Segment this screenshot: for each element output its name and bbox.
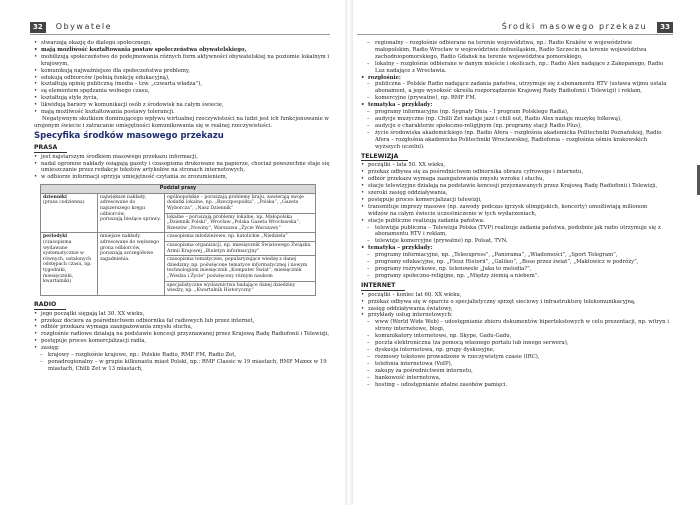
list-item: • edukują odbiorców (pełnią funkcję edukacyjną), [34, 75, 330, 82]
left-page-number: 32 [30, 22, 46, 33]
press-table [40, 184, 316, 296]
list-item: – telewizja publiczna – Telewizja Polska (TVP) realizuje zadania państwa, podobnie jak radio utrzymuje się z abonamentu RTV i reklam, [361, 225, 669, 239]
table-cell [41, 193, 98, 233]
list-item: – programy społeczno-religijne, np. „Między ziemią a niebem”. [361, 273, 669, 280]
list-item: • jego początki sięgają lat 30. XX wieku, [34, 311, 330, 318]
list-item: • jest najstarszym środkiem masowego przekazu informacji, [34, 154, 330, 161]
right-page-number: 33 [657, 22, 673, 33]
list-item: – audycje o charakterze społeczno-religijnym (np. programy stacji Radio Plus), [361, 123, 669, 130]
right-page [357, 0, 700, 505]
list-item: – lokalny – rozgłośnie odbierane w danym mieście i okolicach, np.: Radio Alex nadające z Zakopanego, Radio Luz nadające z Wrocławia. [361, 61, 669, 75]
list-item: – komunikatory internetowe, np. Skype, Gadu-Gadu, [361, 333, 669, 340]
subsection-title-internet: INTERNET [361, 283, 405, 291]
list-item: – telewizje komercyjne (prywatne) np. Polsat, TVN. [361, 238, 669, 245]
media-functions-list [34, 40, 330, 116]
list-item: – audycje muzyczne (np. Chilli Zet nadaje jazz i chill out, Radio Alex nadaje muzykę folkową), [361, 116, 669, 123]
right-running-title: Środki masowego przekazu [501, 22, 648, 31]
right-page-header [357, 22, 673, 35]
left-content [34, 40, 330, 373]
list-item: • stwarzają okazję do dialogu społecznego, [34, 40, 330, 47]
list-item: • tematyka – przykłady: [361, 245, 669, 252]
table-cell [41, 233, 98, 295]
list-item: – ponadregionalny – w grupie kilkunastu miast Polski, np.: RMF Classic w 19 miastach, RMF Maxxx w 19 miastach, Chilli Zet w 13 miastach, [34, 359, 330, 373]
list-item: • początki – lata 50. XX wieku, [361, 162, 669, 169]
list-item: • stacje telewizyjne działają na podstawie koncesji przyznawanych przez Krajową Radę Radiofonii i Telewizji, [361, 183, 669, 190]
tv-list [361, 162, 669, 279]
list-item: • postępuje proces komercjalizacji radia, [34, 338, 330, 345]
table-cell [98, 193, 165, 233]
press-type-note: (prasa codzienna) [43, 200, 85, 206]
feature-item: adresowane do węższego grona odbiorców, [100, 239, 159, 251]
list-item: – programy rozrywkowe, np. telenowele „Jaka to melodia?”, [361, 266, 669, 273]
list-item: • przekaz odbywa się w oparciu o specjalistyczny sprzęt sieciowy i infrastrukturę telekomunikacyjną, [361, 299, 669, 306]
list-item: – bankowość internetowa, [361, 375, 669, 382]
press-type: dzienniki [43, 194, 67, 200]
example-item: czasopisma tematyczne, popularyzujące wiedzę z danej dziedziny, np. poświęcone tematyce informatycznej i nowym technologiom miesięcznik „Komputer Świat”, miesięcznik „Wiedza i Życie” poświęcony różnym naukom [165, 256, 315, 281]
list-item: – życie środowiska akademickiego (np. Radio Afera – rozgłośnia akademicka Politechniki Poznańskiej, Radio Afera – rozgłośnia akademicka Politechniki Wrocławskiej, Radiofonia – rozgłośnia ośmiu krakowskich wyższych uczelni). [361, 130, 669, 151]
feature-item: poruszają bieżące sprawy. [100, 217, 161, 223]
list-item: • odbiór przekazu wymaga zaangażowania zmysłu słuchu, [34, 324, 330, 331]
feature-item: poruszają szczegółowe zagadnienia. [100, 251, 154, 262]
section-title: Specyfika środków masowego przekazu [34, 130, 224, 141]
example-item: czasopisma młodzieżowe, np. katolickie „Niedziela” [165, 233, 315, 242]
list-item: • postępuje proces komercjalizacji telewizji, [361, 197, 669, 204]
example-item: lokalne – poruszają problemy lokalne, np. Małopolska „Dziennik Polski”, Wrocław „Polska Gazeta Wrocławska”, Rzeszów „Nowiny”, Warszawa „Życie Warszawy” [167, 214, 301, 231]
list-item: • kształtują style życia, [34, 95, 330, 102]
list-item: – programy informacyjne (np. Sygnały Dnia – I program Polskiego Radia), [361, 109, 669, 116]
table-row [41, 193, 316, 233]
press-type-note: (czasopisma wydawane systematycznie w równych, ustalonych odstępach czasu, np. tygodniki, miesięczniki, kwartalniki) [43, 239, 92, 285]
subsection-title-prasa: PRASA [34, 145, 67, 153]
list-item: – krajowy – rozgłośnie krajowe, np.: Polskie Radio, RMF FM, Radio Zet, [34, 352, 330, 359]
example-item: ogólnopolskie – poruszają problemy kraju, zawierają swoje dodatki lokalne, np. „Rzeczpospolita”, „Polska”, „Gazeta Wyborcza”, „Nasz Dziennik” [165, 194, 315, 214]
list-item: • transmituje imprezy masowe (np. zawody podczas igrzysk olimpijskich, koncerty) umożliwiają milionom widzów na całym świecie uczestniczenie w tych wydarzeniach, [361, 204, 669, 218]
table-cell [165, 233, 316, 295]
list-item: • mają możliwość kształtowania postaw społeczeństwa obywatelskiego, [34, 47, 330, 54]
subsection-title-tv: TELEWIZJA [361, 154, 408, 162]
list-item: • zasięg: [34, 345, 330, 352]
prasa-list [34, 154, 330, 182]
list-item: • komunikują najważniejsze dla społeczeństwa problemy, [34, 68, 330, 75]
list-item: • likwidują bariery w komunikacji osób z środowisk na całym świecie, [34, 102, 330, 109]
list-item: • rozgłośnie: [361, 75, 669, 82]
list-item: – komercyjne (prywatne), np. RMF FM. [361, 95, 669, 102]
list-item: – poczta elektroniczna (za pomocą własnego portalu lub innego serwera), [361, 340, 669, 347]
list-item: – regionalny – rozgłośnie odbierane na terenie województwa, np.: Radio Kraków w województwie małopolskim, Radio Wrocław w województwie dolnośląskim, Radio Szczecin na terenie województwa zachodniopomorskiego, Radio Gdańsk na terenie województwa pomorskiego, [361, 40, 669, 61]
table-header: Podział prasy [41, 185, 316, 194]
list-item: • tematyka – przykłady: [361, 102, 669, 109]
left-page [0, 0, 340, 505]
list-item: – programy informacyjne, np. „Teleexpress”, „Panorama”, „Wiadomości”, „Sport Telegram”, [361, 252, 669, 259]
table-row [41, 233, 316, 295]
list-item: • przekaz dociera za pośrednictwem odbiornika fal radiowych lub przez internet, [34, 318, 330, 325]
press-type: periodyki [43, 234, 68, 240]
list-item: • nadal ogromne nakłady osiągają gazety i czasopisma drukowane na papierze, chociaż powszechne staje się umieszczanie przez redakcje tekstów artykułów na stronach internetowych, [34, 161, 330, 175]
list-item: – hosting – udostępnianie zdalne zasobów pamięci. [361, 382, 669, 389]
list-item: – publiczna – Polskie Radio nadające zadania państwa, utrzymuje się z abonamentu RTV (ustawa wijmu ustala abonament, a jego wysokość określa rozporządzenie Krajowej Rady Radiofonii i Telewizji) i reklam, [361, 81, 669, 95]
list-item: • przekaz odbywa się za pośrednictwem odbiornika obrazu cyfrowego i internetu, [361, 169, 669, 176]
feature-item: mniejsze nakłady, [100, 234, 141, 240]
right-content [361, 40, 669, 388]
list-item: • kształtują opinię publiczną (media – tzw. „czwarta władza”), [34, 81, 330, 88]
list-item: • mają możliwość kształtowania postawy tolerancji. [34, 109, 330, 116]
list-item: • są elementem spędzania wolnego czasu, [34, 88, 330, 95]
list-item: • stacje publiczne realizują zadania państwa: [361, 218, 669, 225]
list-item: – rozmowy tekstowe prowadzone w rzeczywistym czasie (IRC), [361, 354, 669, 361]
list-item: • mobilizują społeczeństwo do podejmowania różnych form aktywności obywatelskiej na poziomie lokalnym i krajowym, [34, 54, 330, 68]
list-item: – telefonia internetowa (VoIP), [361, 361, 669, 368]
feature-item: adresowane do najszerszego kręgu odbiorców, [100, 200, 146, 217]
radio-list [34, 311, 330, 373]
list-item: – www (World Wide Web) – udostępnianie zbioru dokumentów hipertekstowych w celu prezentacji, np. witryn i strony internetowe, blogi, [361, 319, 669, 333]
paragraph: Negatywnym skutkiem dominującego wpływu wirtualnej rzeczywistości na ludzi jest ich funkcjonowanie w urojonym świecie i zatracanie umiejętności komunikowania się w realnej rzeczywistości. [34, 115, 329, 129]
list-item: • zasięg oddziaływania światowy, [361, 306, 669, 313]
list-item: – zakupy za pośrednictwem internetu, [361, 368, 669, 375]
example-item: specjalistyczne wydawnictwa badające danej dziedziny wiedzy, np. „Kwartalnik Historyczny” [167, 282, 296, 294]
table-cell [98, 233, 165, 295]
example-item: czasopisma organizacji, np. miesięcznik Światowego Związku Armii Krajowej „Biuletyn informacyjny” [165, 242, 315, 256]
list-item: – dyskusja internetowa, np. grupy dyskusyjne, [361, 347, 669, 354]
list-item: • w odbiorze informacji sprzyja umiejętność czytania ze zrozumieniem, [34, 174, 330, 181]
left-page-header [30, 22, 330, 35]
list-item: • rozgłośnie radiowe działają na podstawie koncesji przyznawanej przez Krajową Radę Radiofonii i Telewizji, [34, 331, 330, 338]
list-item: – programy edukacyjne, np. „Flesz Historii”, „Galileo”, „Boso przez świat”, „Makłowicz w podróży”, [361, 259, 669, 266]
radio-continued-list [361, 40, 669, 151]
table-cell [165, 193, 316, 233]
left-running-title: Obywatele [55, 22, 113, 31]
feature-item: największe nakłady, [100, 194, 147, 200]
book-gutter [345, 0, 353, 505]
list-item: • odbiór przekazu wymaga zaangażowania zmysłu wzroku i słuchu, [361, 176, 669, 183]
list-item: • szeroki zasięg oddziaływania, [361, 190, 669, 197]
list-item: • początki – koniec lat 60. XX wieku, [361, 292, 669, 299]
list-item: • przykłady usług internetowych: [361, 312, 669, 319]
subsection-title-radio: RADIO [34, 302, 66, 310]
internet-list [361, 292, 669, 389]
